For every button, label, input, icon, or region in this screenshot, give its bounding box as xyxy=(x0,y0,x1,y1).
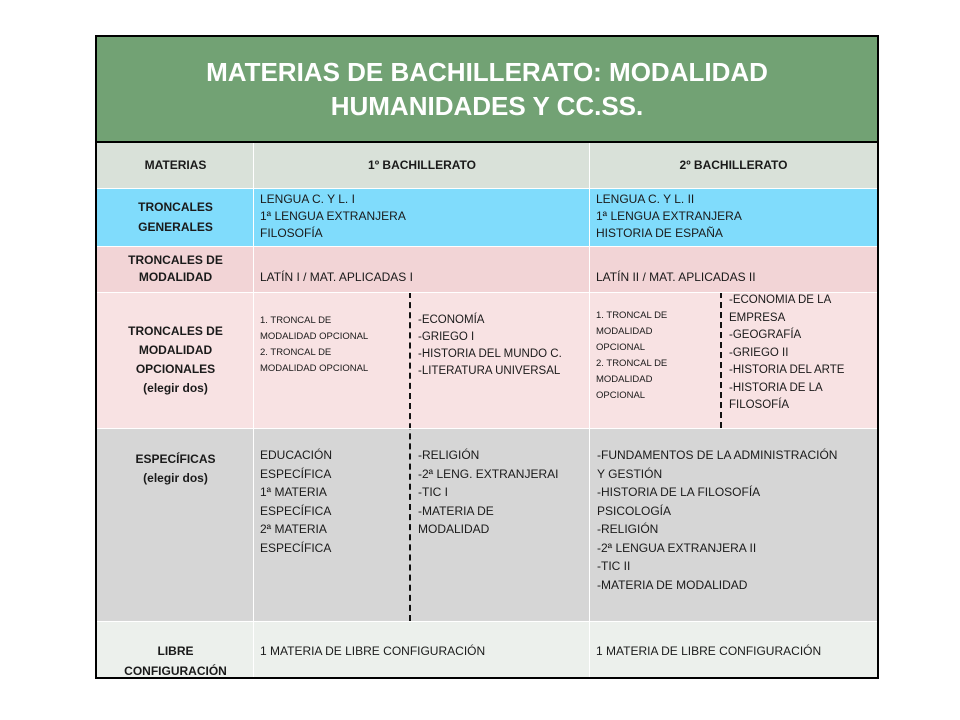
especificas-1-right: -RELIGIÓN -2ª LENG. EXTRANJERAI -TIC I -MATERIA DE MODALIDAD xyxy=(410,428,590,621)
divider-2-dashed xyxy=(720,292,722,428)
header-2-bachillerato: 2º BACHILLERATO xyxy=(590,143,877,188)
divider-1-dashed xyxy=(409,292,411,621)
title-line-2: HUMANIDADES Y CC.SS. xyxy=(330,91,644,121)
troncales-generales-2: LENGUA C. Y L. II 1ª LENGUA EXTRANJERA HISTORIA DE ESPAÑA xyxy=(590,188,877,246)
libre-configuracion-2: 1 MATERIA DE LIBRE CONFIGURACIÓN xyxy=(590,621,877,677)
divider-col-1 xyxy=(253,143,254,677)
troncales-opcionales-1-left: 1. TRONCAL DE MODALIDAD OPCIONAL 2. TRONCAL DE MODALIDAD OPCIONAL xyxy=(254,292,410,428)
divider-col-2 xyxy=(589,143,590,677)
label-troncales-modalidad: TRONCALES DE MODALIDAD xyxy=(97,246,254,292)
especificas-1-left: EDUCACIÓN ESPECÍFICA 1ª MATERIA ESPECÍFICA 2ª MATERIA ESPECÍFICA xyxy=(254,428,410,621)
divider-row-2 xyxy=(97,246,877,247)
especificas-2: -FUNDAMENTOS DE LA ADMINISTRACIÓN Y GESTIÓN -HISTORIA DE LA FILOSOFÍA PSICOLOGÍA -RELIGIÓN -2ª LENGUA EXTRANJERA II -TIC II -MATERIA DE MODALIDAD xyxy=(590,428,877,621)
troncales-modalidad-1: LATÍN I / MAT. APLICADAS I xyxy=(254,246,590,292)
troncales-opcionales-1-right: -ECONOMÍA -GRIEGO I -HISTORIA DEL MUNDO C. -LITERATURA UNIVERSAL xyxy=(410,292,590,428)
table-title xyxy=(97,37,877,143)
label-libre-configuracion: LIBRE CONFIGURACIÓN xyxy=(97,621,254,677)
label-especificas: ESPECÍFICAS (elegir dos) xyxy=(97,428,254,621)
label-troncales-opcionales: TRONCALES DE MODALIDAD OPCIONALES (elegir dos) xyxy=(97,292,254,428)
title-line-1: MATERIAS DE BACHILLERATO: MODALIDAD xyxy=(206,57,768,87)
divider-row-1 xyxy=(97,188,877,189)
label-troncales-generales: TRONCALES GENERALES xyxy=(97,188,254,246)
divider-row-4 xyxy=(97,428,877,429)
troncales-generales-1: LENGUA C. Y L. I 1ª LENGUA EXTRANJERA FILOSOFÍA xyxy=(254,188,590,246)
troncales-modalidad-2: LATÍN II / MAT. APLICADAS II xyxy=(590,246,877,292)
divider-row-5 xyxy=(97,621,877,622)
libre-configuracion-1: 1 MATERIA DE LIBRE CONFIGURACIÓN xyxy=(254,621,590,677)
troncales-opcionales-2-right: -ECONOMIA DE LA EMPRESA -GEOGRAFÍA -GRIEGO II -HISTORIA DEL ARTE -HISTORIA DE LA FILOSOFÍA xyxy=(721,292,877,428)
subjects-table xyxy=(95,35,879,679)
troncales-opcionales-2-left: 1. TRONCAL DE MODALIDAD OPCIONAL 2. TRONCAL DE MODALIDAD OPCIONAL xyxy=(590,292,721,428)
divider-row-3 xyxy=(97,292,877,293)
header-materias: MATERIAS xyxy=(97,143,254,188)
header-1-bachillerato: 1º BACHILLERATO xyxy=(254,143,590,188)
